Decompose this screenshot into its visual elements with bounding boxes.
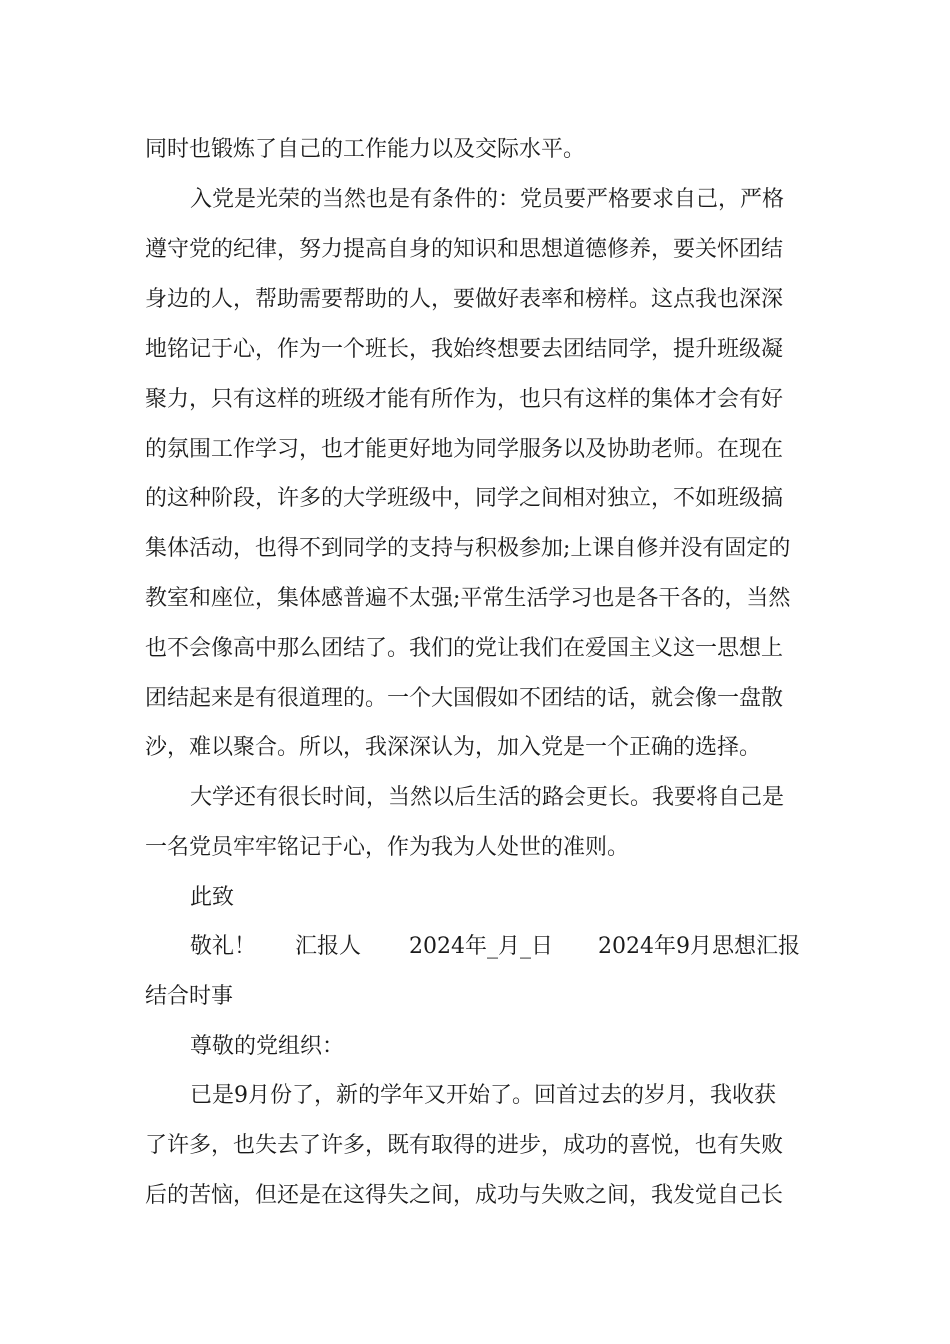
next-report-title: 2024年9月思想汇报: [598, 934, 800, 959]
paragraph-line: 入党是光荣的当然也是有条件的：党员要严格要求自己，严格: [190, 187, 785, 212]
paragraph-line: 也不会像高中那么团结了。我们的党让我们在爱国主义这一思想上: [145, 636, 784, 661]
salute-text: 敬礼！: [190, 934, 257, 959]
report-date: 2024年_月_日: [409, 934, 553, 959]
paragraph-line: 的氛围工作学习，也才能更好地为同学服务以及协助老师。在现在: [145, 437, 784, 462]
paragraph-line: 团结起来是有很道理的。一个大国假如不团结的话，就会像一盘散: [145, 686, 784, 711]
paragraph-line: 同时也锻炼了自己的工作能力以及交际水平。: [145, 137, 586, 162]
paragraph-line: 已是9月份了，新的学年又开始了。回首过去的岁月，我收获: [190, 1083, 776, 1108]
paragraph-line: 地铭记于心，作为一个班长，我始终想要去团结同学，提升班级凝: [145, 337, 784, 362]
paragraph-line: 教室和座位，集体感普遍不太强;平常生活学习也是各干各的，当然: [145, 586, 791, 611]
paragraph-line: 集体活动，也得不到同学的支持与积极参加;上课自修并没有固定的: [145, 536, 791, 561]
paragraph-line: 沙，难以聚合。所以，我深深认为，加入党是一个正确的选择。: [145, 735, 762, 760]
paragraph-line: 身边的人，帮助需要帮助的人，要做好表率和榜样。这点我也深深: [145, 287, 784, 312]
paragraph-line: 一名党员牢牢铭记于心，作为我为人处世的准则。: [145, 835, 630, 860]
paragraph-line: 的这种阶段，许多的大学班级中，同学之间相对独立，不如班级搞: [145, 486, 784, 511]
salutation-line: 尊敬的党组织：: [190, 1034, 345, 1059]
paragraph-line: 遵守党的纪律，努力提高自身的知识和思想道德修养，要关怀团结: [145, 237, 784, 262]
closing-greeting: 此致: [190, 885, 235, 910]
closing-row: [190, 930, 810, 964]
paragraph-line: 大学还有很长时间，当然以后生活的路会更长。我要将自己是: [190, 785, 785, 810]
paragraph-line: 后的苦恼，但还是在这得失之间，成功与失败之间，我发觉自己长: [145, 1183, 784, 1208]
reporter-label: 汇报人: [295, 934, 362, 959]
paragraph-line: 聚力，只有这样的班级才能有所作为，也只有这样的集体才会有好: [145, 387, 784, 412]
paragraph-line: 了许多，也失去了许多，既有取得的进步，成功的喜悦，也有失败: [145, 1133, 784, 1158]
subtitle-line: 结合时事: [145, 984, 234, 1009]
